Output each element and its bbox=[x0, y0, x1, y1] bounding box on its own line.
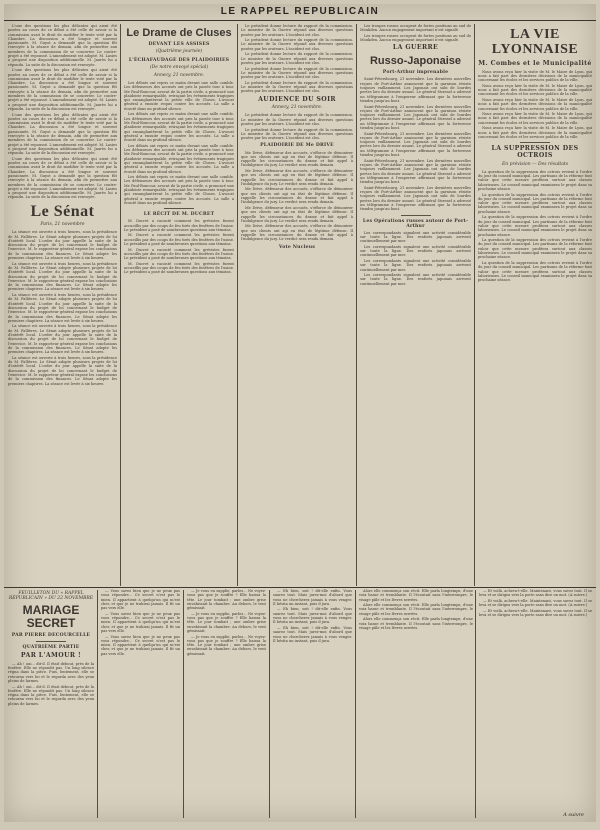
guerre-subheading: Russo-Japonaise bbox=[369, 55, 462, 68]
divider bbox=[401, 215, 431, 216]
feuilleton-title-column bbox=[8, 589, 94, 817]
column-rule bbox=[237, 24, 238, 586]
article-text: La séance est ouverte à trois heures, sous la présidence de M. Fallières. Le Sénat adopte plusieurs projets de loi d'intérêt local. L'ordre du jour appelle la suite de la discussion du projet de loi concernant le budget de l'exercice. M. le rapporteur général expose les conclusions de la commission des finances. Le Sénat adopte les premiers chapitres. La séance est levée à six heures. bbox=[8, 293, 117, 323]
article-text: La question de la suppression des octrois revient à l'ordre du jour du conseil municipal. Les partisans de la réforme font valoir que cette mesure profitera surtout aux classes laborieuses. Le conseil municipal examinera le projet dans sa prochaine séance. bbox=[478, 169, 592, 191]
article-text: Saint-Pétersbourg, 21 novembre. Les dernières nouvelles reçues de Port-Arthur annoncent que la garnison résiste toujours vaillamment. Les Japonais ont subi de lourdes pertes lors du dernier assaut. Le général Stœssel a adressé un télégramme à l'empereur affirmant que la forteresse tiendra jusqu'au bout. bbox=[360, 131, 471, 158]
column-rule bbox=[269, 590, 270, 818]
article-text: Les débats ont repris ce matin devant une salle comble. Les défenseurs des accusés ont pris la parole tour à tour. Me Paul-Boncour, avocat de la partie civile, a prononcé une plaidoirie remarquable, retraçant les événements tragiques qui ensanglantèrent la petite ville de Cluses. L'avocat général a ensuite requis contre les accusés. La salle a écouté dans un profond silence. bbox=[124, 81, 234, 111]
article-text: La séance est ouverte à trois heures, sous la présidence de M. Fallières. Le Sénat adopte plusieurs projets de loi d'intérêt local. L'ordre du jour appelle la suite de la discussion du projet de loi concernant le budget de l'exercice. M. le rapporteur général expose les conclusions de la commission des finances. Le Sénat adopte les premiers chapitres. La séance est levée à six heures. bbox=[8, 230, 117, 261]
article-text: Saint-Pétersbourg, 21 novembre. Les dernières nouvelles reçues de Port-Arthur annoncent que la garnison résiste toujours vaillamment. Les Japonais ont subi de lourdes pertes lors du dernier assaut. Le général Stœssel a adressé un télégramme à l'empereur affirmant que la forteresse tiendra jusqu'au bout. bbox=[360, 185, 471, 212]
article-text: La question de la suppression des octrois revient à l'ordre du jour du conseil municipal. Les partisans de la réforme font valoir que cette mesure profitera surtout aux classes laborieuses. Le conseil municipal examinera le projet dans sa prochaine séance. bbox=[478, 192, 592, 214]
cluses-dateline: Annecy, 21 novembre. bbox=[153, 73, 205, 79]
article-text: M. Ducret a raconté comment les grévistes furent accueillis par des coups de feu tirés des fenêtres de l'usine. Le président a posé de nombreuses questions aux témoins. bbox=[124, 261, 234, 275]
article-text: M. Ducret a raconté comment les grévistes furent accueillis par des coups de feu tirés des fenêtres de l'usine. Le président a posé de nombreuses questions aux témoins. bbox=[124, 233, 234, 247]
article-text: Les troupes russes occupent de fortes positions au sud de Moukden. Aucun engagement important n'est signalé. bbox=[360, 33, 471, 43]
feuilleton-tag: FEUILLETON DU « RAPPEL RÉPUBLICAIN » DU 22 NOVEMBRE bbox=[8, 591, 94, 601]
feuilleton-text: — Et voilà, acheva-t-elle. Maintenant, vous savez tout. Il se leva et se dirigea vers la porte sans dire un mot. (A suivre.) bbox=[479, 608, 592, 618]
article-text: Le président donne lecture du rapport de la commission. Le ministre de la Guerre répond aux diverses questions posées par les orateurs. L'incident est clos. bbox=[241, 52, 353, 65]
article-text: Les correspondants signalent une activité considérable sur toute la ligne. Des renforts japonais arrivent continuellement par mer. bbox=[360, 273, 471, 286]
article-text: Me Drive, défenseur des accusés, s'efforce de démontrer que ses clients ont agi en état de légitime défense. Il rappelle les circonstances du drame et fait appel à l'indulgence du jury. Le verdict sera rendu demain. bbox=[241, 187, 353, 205]
article-text: Les débats ont repris ce matin devant une salle comble. Les défenseurs des accusés ont pris la parole tour à tour. Me Paul-Boncour, avocat de la partie civile, a prononcé une plaidoirie remarquable, retraçant les événements tragiques qui ensanglantèrent la petite ville de Cluses. L'avocat général a ensuite requis contre les accusés. La salle a écouté dans un profond silence. bbox=[124, 175, 234, 205]
feuilleton-column-4 bbox=[273, 589, 352, 817]
feuilleton-rule bbox=[4, 587, 596, 588]
cluses-heading: Le Drame de Cluses bbox=[126, 27, 232, 39]
guerre-section: Les Opérations russes autour de Port-Arthur bbox=[362, 218, 469, 229]
article-text: La question de la suppression des octrois revient à l'ordre du jour du conseil municipal. Les partisans de la réforme font valoir que cette mesure profitera surtout aux classes laborieuses. Le conseil municipal examinera le projet dans sa prochaine séance. bbox=[478, 238, 592, 260]
audience-heading: AUDIENCE DU SOIR bbox=[258, 95, 336, 103]
article-text: La séance est ouverte à trois heures, sous la présidence de M. Fallières. Le Sénat adopte plusieurs projets de loi d'intérêt local. L'ordre du jour appelle la suite de la discussion du projet de loi concernant le budget de l'exercice. M. le rapporteur général expose les conclusions de la commission des finances. Le Sénat adopte les premiers chapitres. La séance est levée à six heures. bbox=[8, 355, 117, 386]
column-rule bbox=[356, 24, 357, 586]
article-text: Le président donne lecture du rapport de la commission. Le ministre de la Guerre répond aux diverses questions posées par les orateurs. L'incident est clos. bbox=[241, 113, 353, 126]
feuilleton-column-2 bbox=[101, 589, 180, 817]
feuilleton-text: — Eh bien, soit ! dit-elle enfin. Vous saurez tout. Mais jurez-moi d'abord que vous ne chercherez jamais à vous venger. Il hésita un instant, puis il jura. bbox=[273, 607, 352, 625]
feuilleton-text: — Ah ! oui... dit-il. Il était debout, près de la fenêtre. Elle ne répondit pas. Un long silence régna dans la pièce. Puis, lentement, elle se retourna vers lui et le regarda avec des yeux pleins de larmes. bbox=[8, 661, 94, 683]
column-1 bbox=[8, 24, 117, 586]
article-text: Les correspondants signalent une activité considérable sur toute la ligne. Des renforts japonais arrivent continuellement par mer. bbox=[360, 230, 471, 244]
article-text: M. Ducret a raconté comment les grévistes furent accueillis par des coups de feu tirés des fenêtres de l'usine. Le président a posé de nombreuses questions aux témoins. bbox=[124, 219, 234, 232]
audience-section: PLAIDOIRIE DE Me DRIVE bbox=[260, 143, 334, 149]
article-text: Nous avons reçu hier la visite de M. le Maire de Lyon, qui nous a fait part des dernières décisions de la municipalité concernant les écoles et les services publics de la ville. bbox=[478, 83, 592, 97]
divider bbox=[520, 142, 550, 143]
column-rule bbox=[97, 590, 98, 818]
feuilleton-text: Alors elle commença son récit. Elle parla longtemps, d'une voix basse et tremblante. Il l'écoutait sans l'interrompre, le visage pâle et les lèvres serrées. bbox=[359, 603, 473, 616]
column-rule bbox=[355, 590, 356, 818]
octrois-heading: LA SUPPRESSION DES OCTROIS bbox=[491, 145, 579, 160]
article-text: Me Drive, défenseur des accusés, s'efforce de démontrer que ses clients ont agi en état de légitime défense. Il rappelle les circonstances du drame et fait appel à l'indulgence du jury. Le verdict sera rendu demain. bbox=[241, 205, 353, 223]
column-rule bbox=[120, 24, 121, 586]
cluses-section: L'ÉCHAFAUDAGE DES PLAIDOIRIES bbox=[128, 58, 230, 64]
feuilleton-signature: A suivre bbox=[563, 812, 584, 818]
article-text: Les correspondants signalent une activité considérable sur toute la ligne. Des renforts japonais arrivent continuellement par mer. bbox=[360, 259, 471, 272]
feuilleton-text: — Et voilà, acheva-t-elle. Maintenant, vous savez tout. Il se leva et se dirigea vers la porte sans dire un mot. (A suivre.) bbox=[479, 589, 592, 598]
newspaper-page bbox=[4, 4, 596, 822]
article-text: Me Drive, défenseur des accusés, s'efforce de démontrer que ses clients ont agi en état de légitime défense. Il rappelle les circonstances du drame et fait appel à l'indulgence du jury. Le verdict sera rendu demain. bbox=[241, 224, 353, 242]
cluses-section-2: LE RÉCIT DE M. DUCRET bbox=[143, 212, 215, 218]
article-text: Saint-Pétersbourg, 21 novembre. Les dernières nouvelles reçues de Port-Arthur annoncent que la garnison résiste toujours vaillamment. Les Japonais ont subi de lourdes pertes lors du dernier assaut. Le général Stœssel a adressé un télégramme à l'empereur affirmant que la forteresse tiendra jusqu'au bout. bbox=[360, 104, 471, 130]
cluses-subheading: DEVANT LES ASSISES bbox=[148, 42, 210, 48]
feuilleton-text: — Vous savez bien que je ne peux pas vous répondre... Ce secret n'est pas le mien. Il appartient à quelqu'un qui m'est cher, et que je ne trahirai jamais. Il fit un pas vers elle. bbox=[101, 611, 180, 633]
article-text: Me Drive, défenseur des accusés, s'efforce de démontrer que ses clients ont agi en état de légitime défense. Il rappelle les circonstances du drame et fait appel à l'indulgence du jury. Le verdict sera rendu demain. bbox=[241, 150, 353, 168]
guerre-kicker: Port-Arthur imprenable bbox=[382, 70, 449, 76]
feuilleton-chapter: PAR L'AMOUR ! bbox=[20, 651, 82, 659]
article-text: Les troupes russes occupent de fortes positions au sud de Moukden. Aucun engagement important n'est signalé. bbox=[360, 24, 471, 33]
feuilleton-text: — Je vous en supplie, parlez... Ne voyez-vous pas que je souffre ? Elle baissa la tête. Le jour tombait ; une ombre grise envahissait la chambre. Au dehors, le vent gémissait. bbox=[187, 634, 266, 656]
feuilleton-text: — Je vous en supplie, parlez... Ne voyez-vous pas que je souffre ? Elle baissa la tête. Le jour tombait ; une ombre grise envahissait la chambre. Au dehors, le vent gémissait. bbox=[187, 589, 266, 611]
article-text: La séance est ouverte à trois heures, sous la présidence de M. Fallières. Le Sénat adopte plusieurs projets de loi d'intérêt local. L'ordre du jour appelle la suite de la discussion du projet de loi concernant le budget de l'exercice. M. le rapporteur général expose les conclusions de la commission des finances. Le Sénat adopte les premiers chapitres. La séance est levée à six heures. bbox=[8, 324, 117, 355]
article-text: Les débats ont repris ce matin devant une salle comble. Les défenseurs des accusés ont pris la parole tour à tour. Me Paul-Boncour, avocat de la partie civile, a prononcé une plaidoirie remarquable, retraçant les événements tragiques qui ensanglantèrent la petite ville de Cluses. L'avocat général a ensuite requis contre les accusés. La salle a écouté dans un profond silence. bbox=[124, 112, 234, 143]
article-text: Nous avons reçu hier la visite de M. le Maire de Lyon, qui nous a fait part des dernières décisions de la municipalité concernant les écoles et les services publics de la ville. bbox=[478, 69, 592, 83]
column-rule bbox=[475, 590, 476, 818]
article-text: Nous avons reçu hier la visite de M. le Maire de Lyon, qui nous a fait part des dernières décisions de la municipalité concernant les écoles et les services publics de la ville. bbox=[478, 97, 592, 111]
feuilleton-text: — Eh bien, soit ! dit-elle enfin. Vous saurez tout. Mais jurez-moi d'abord que vous ne chercherez jamais à vous venger. Il hésita un instant, puis il jura. bbox=[273, 625, 352, 643]
feuilleton-text: Alors elle commença son récit. Elle parla longtemps, d'une voix basse et tremblante. Il l'écoutait sans l'interrompre, le visage pâle et les lèvres serrées. bbox=[359, 589, 473, 602]
feuilleton-text: — Eh bien, soit ! dit-elle enfin. Vous saurez tout. Mais jurez-moi d'abord que vous ne chercherez jamais à vous venger. Il hésita un instant, puis il jura. bbox=[273, 589, 352, 606]
article-text: Le président donne lecture du rapport de la commission. Le ministre de la Guerre répond aux diverses questions posées par les orateurs. L'incident est clos. bbox=[241, 127, 353, 141]
article-text: Nous avons reçu hier la visite de M. le Maire de Lyon, qui nous a fait part des dernières décisions de la municipalité concernant les écoles et les services publics de la ville. bbox=[478, 112, 592, 125]
article-text: Les correspondants signalent une activité considérable sur toute la ligne. Des renforts japonais arrivent continuellement par mer. bbox=[360, 244, 471, 258]
column-2 bbox=[124, 24, 234, 586]
vie-lyonnaise-heading: LA VIE LYONNAISE bbox=[491, 27, 579, 58]
masthead: LE RAPPEL REPUBLICAIN bbox=[4, 6, 596, 21]
octrois-subheading: En prévision — Des résultats bbox=[501, 161, 569, 167]
feuilleton-text: — Et voilà, acheva-t-elle. Maintenant, vous savez tout. Il se leva et se dirigea vers la porte sans dire un mot. (A suivre.) bbox=[479, 598, 592, 608]
audience-footer: Vote Nucleus bbox=[278, 244, 316, 250]
article-text: L'une des questions les plus délicates qui aient été posées au cours de ce débat a été celle de savoir si la commission avait le droit de modifier le texte voté par la Chambre. La discussion a été longue et souvent passionnée. M. Guyot a demandé que la question fût renvoyée à la séance de demain, afin de permettre aux membres de la commission de se concerter. Le contre-projet a été repoussé. L'amendement est adopté. M. Lasies a proposé une disposition additionnelle. M. Jaurès lui a répondu. La suite de la discussion est renvoyée. bbox=[8, 24, 117, 67]
divider bbox=[36, 641, 66, 642]
guerre-heading: LA GUERRE bbox=[392, 44, 439, 52]
article-text: Me Drive, défenseur des accusés, s'efforce de démontrer que ses clients ont agi en état de légitime défense. Il rappelle les circonstances du drame et fait appel à l'indulgence du jury. Le verdict sera rendu demain. bbox=[241, 169, 353, 186]
article-text: Le président donne lecture du rapport de la commission. Le ministre de la Guerre répond aux diverses questions posées par les orateurs. L'incident est clos. bbox=[241, 38, 353, 51]
article-text: Nous avons reçu hier la visite de M. le Maire de Lyon, qui nous a fait part des dernières décisions de la municipalité concernant les écoles et les services publics de la ville. bbox=[478, 126, 592, 139]
article-text: Le président donne lecture du rapport de la commission. Le ministre de la Guerre répond aux diverses questions posées par les orateurs. L'incident est clos. bbox=[241, 80, 353, 94]
feuilleton-text: — Vous savez bien que je ne peux pas vous répondre... Ce secret n'est pas le mien. Il appartient à quelqu'un qui m'est cher, et que je ne trahirai jamais. Il fit un pas vers elle. bbox=[101, 634, 180, 656]
senat-heading: Le Sénat bbox=[30, 202, 95, 220]
column-5 bbox=[478, 24, 592, 586]
feuilleton-author: PAR PIERRE DECOURCELLE bbox=[11, 632, 91, 638]
senat-dateline: Paris, 21 novembre bbox=[40, 222, 85, 228]
column-3 bbox=[241, 24, 353, 586]
cluses-byline: (De notre envoyé spécial) bbox=[149, 65, 209, 71]
column-rule bbox=[474, 24, 475, 586]
feuilleton-column-6 bbox=[479, 589, 592, 809]
article-text: Saint-Pétersbourg, 21 novembre. Les dernières nouvelles reçues de Port-Arthur annoncent que la garnison résiste toujours vaillamment. Les Japonais ont subi de lourdes pertes lors du dernier assaut. Le général Stœssel a adressé un télégramme à l'empereur affirmant que la forteresse tiendra jusqu'au bout. bbox=[360, 77, 471, 103]
feuilleton-column-3 bbox=[187, 589, 266, 817]
article-text: L'une des questions les plus délicates qui aient été posées au cours de ce débat a été celle de savoir si la commission avait le droit de modifier le texte voté par la Chambre. La discussion a été longue et souvent passionnée. M. Guyot a demandé que la question fût renvoyée à la séance de demain, afin de permettre aux membres de la commission de se concerter. Le contre-projet a été repoussé. L'amendement est adopté. M. Lasies a proposé une disposition additionnelle. M. Jaurès lui a répondu. La suite de la discussion est renvoyée. bbox=[8, 68, 117, 111]
feuilleton-text: Alors elle commença son récit. Elle parla longtemps, d'une voix basse et tremblante. Il l'écoutait sans l'interrompre, le visage pâle et les lèvres serrées. bbox=[359, 617, 473, 630]
article-text: L'une des questions les plus délicates qui aient été posées au cours de ce débat a été celle de savoir si la commission avait le droit de modifier le texte voté par la Chambre. La discussion a été longue et souvent passionnée. M. Guyot a demandé que la question fût renvoyée à la séance de demain, afin de permettre aux membres de la commission de se concerter. Le contre-projet a été repoussé. L'amendement est adopté. M. Lasies a proposé une disposition additionnelle. M. Jaurès lui a répondu. La suite de la discussion est renvoyée. bbox=[8, 112, 117, 156]
column-rule bbox=[183, 590, 184, 818]
divider bbox=[164, 208, 194, 209]
article-text: La séance est ouverte à trois heures, sous la présidence de M. Fallières. Le Sénat adopte plusieurs projets de loi d'intérêt local. L'ordre du jour appelle la suite de la discussion du projet de loi concernant le budget de l'exercice. M. le rapporteur général expose les conclusions de la commission des finances. Le Sénat adopte les premiers chapitres. La séance est levée à six heures. bbox=[8, 261, 117, 292]
article-text: La question de la suppression des octrois revient à l'ordre du jour du conseil municipal. Les partisans de la réforme font valoir que cette mesure profitera surtout aux classes laborieuses. Le conseil municipal examinera le projet dans sa prochaine séance. bbox=[478, 260, 592, 283]
article-text: Les débats ont repris ce matin devant une salle comble. Les défenseurs des accusés ont pris la parole tour à tour. Me Paul-Boncour, avocat de la partie civile, a prononcé une plaidoirie remarquable, retraçant les événements tragiques qui ensanglantèrent la petite ville de Cluses. L'avocat général a ensuite requis contre les accusés. La salle a écouté dans un profond silence. bbox=[124, 143, 234, 174]
article-text: M. Ducret a raconté comment les grévistes furent accueillis par des coups de feu tirés des fenêtres de l'usine. Le président a posé de nombreuses questions aux témoins. bbox=[124, 247, 234, 261]
cluses-kicker: (Quatrième journée) bbox=[155, 49, 203, 55]
feuilleton-title: MARIAGE SECRET bbox=[22, 602, 80, 630]
article-text: Le président donne lecture du rapport de la commission. Le ministre de la Guerre répond aux diverses questions posées par les orateurs. L'incident est clos. bbox=[241, 24, 353, 37]
feuilleton-column-5 bbox=[359, 589, 473, 817]
article-text: Saint-Pétersbourg, 21 novembre. Les dernières nouvelles reçues de Port-Arthur annoncent que la garnison résiste toujours vaillamment. Les Japonais ont subi de lourdes pertes lors du dernier assaut. Le général Stœssel a adressé un télégramme à l'empereur affirmant que la forteresse tiendra jusqu'au bout. bbox=[360, 158, 471, 185]
feuilleton-text: — Je vous en supplie, parlez... Ne voyez-vous pas que je souffre ? Elle baissa la tête. Le jour tombait ; une ombre grise envahissait la chambre. Au dehors, le vent gémissait. bbox=[187, 611, 266, 633]
feuilleton-part: QUATRIÈME PARTIE bbox=[22, 644, 80, 650]
feuilleton-text: — Ah ! oui... dit-il. Il était debout, près de la fenêtre. Elle ne répondit pas. Un long silence régna dans la pièce. Puis, lentement, elle se retourna vers lui et le regarda avec des yeux pleins de larmes. bbox=[8, 684, 94, 706]
audience-dateline: Annecy, 21 novembre. bbox=[271, 105, 323, 111]
feuilleton-text: — Vous savez bien que je ne peux pas vous répondre... Ce secret n'est pas le mien. Il appartient à quelqu'un qui m'est cher, et que je ne trahirai jamais. Il fit un pas vers elle. bbox=[101, 589, 180, 611]
vie-lyonnaise-subheading: M. Combes et le Municipalité bbox=[478, 59, 592, 67]
article-text: L'une des questions les plus délicates qui aient été posées au cours de ce débat a été celle de savoir si la commission avait le droit de modifier le texte voté par la Chambre. La discussion a été longue et souvent passionnée. M. Guyot a demandé que la question fût renvoyée à la séance de demain, afin de permettre aux membres de la commission de se concerter. Le contre-projet a été repoussé. L'amendement est adopté. M. Lasies a proposé une disposition additionnelle. M. Jaurès lui a répondu. La suite de la discussion est renvoyée. bbox=[8, 156, 117, 200]
article-text: Le président donne lecture du rapport de la commission. Le ministre de la Guerre répond aux diverses questions posées par les orateurs. L'incident est clos. bbox=[241, 66, 353, 80]
column-4 bbox=[360, 24, 471, 586]
article-text: La question de la suppression des octrois revient à l'ordre du jour du conseil municipal. Les partisans de la réforme font valoir que cette mesure profitera surtout aux classes laborieuses. Le conseil municipal examinera le projet dans sa prochaine séance. bbox=[478, 215, 592, 237]
